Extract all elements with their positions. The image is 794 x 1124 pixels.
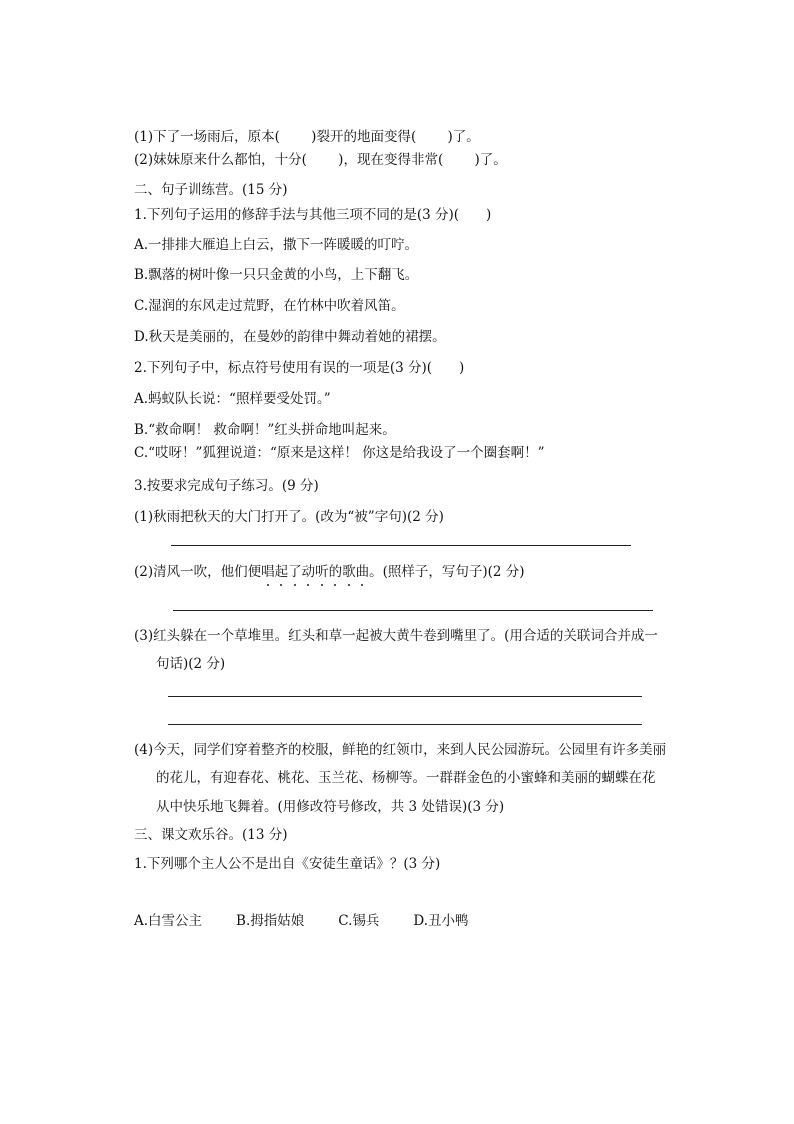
part-2-prefix: (2)清风一吹，他们便 <box>134 564 262 580</box>
dotted-char: 唱 <box>261 564 275 580</box>
dotted-char: 听 <box>315 564 329 580</box>
dotted-char: 的 <box>328 564 343 580</box>
question-3-part-4-line-3: 从中快乐地飞舞着。(用修改符号修改，共 3 处错误)(3 分) <box>156 799 505 815</box>
part-2-suffix: 。(照样子，写句子)(2 分) <box>369 564 525 580</box>
fill-blank-1: (1)下了一场雨后，原本( )裂开的地面变得( )了。 <box>134 129 480 145</box>
question-3-part-4-line-2: 的花儿，有迎春花、桃花、玉兰花、杨柳等。一群群金色的小蜜蜂和美丽的蝴蝶在花 <box>156 770 656 786</box>
answer-line-3b[interactable] <box>168 724 642 725</box>
question-3-part-2 <box>134 563 525 581</box>
section-3-question-1-stem: 1.下列哪个主人公不是出自《安徒生童话》？(3 分) <box>134 856 441 872</box>
section-3-question-1-options <box>134 912 503 930</box>
option-c[interactable]: C.锡兵 <box>338 913 380 929</box>
question-3-part-3-line-2: 句话)(2 分) <box>156 656 226 672</box>
dotted-char: 起 <box>274 564 289 580</box>
dotted-char: 歌 <box>342 564 356 580</box>
option-b[interactable]: B.拇指姑娘 <box>236 913 305 929</box>
question-1-option-c: C.湿润的东风走过荒野，在竹林中吹着风笛。 <box>134 298 405 314</box>
fill-blank-2: (2)妹妹原来什么都怕，十分( )，现在变得非常( )了。 <box>134 152 507 168</box>
dotted-char: 曲 <box>355 564 370 580</box>
dotted-char: 动 <box>301 564 316 580</box>
question-2-option-b: B.“救命啊！ 救命啊！”红头拼命地叫起来。 <box>134 422 396 438</box>
question-1-option-b: B.飘落的树叶像一只只金黄的小鸟，上下翻飞。 <box>134 267 419 283</box>
question-3-part-4-line-1: (4)今天，同学们穿着整齐的校服，鲜艳的红领巾，来到人民公园游玩。公园里有许多美丽 <box>134 742 667 758</box>
answer-line-1[interactable] <box>171 545 631 546</box>
section-title-sentences: 二、句子训练营。(15 分) <box>134 182 288 198</box>
question-2-option-c: C.“哎呀！”狐狸说道：“原来是这样！ 你这是给我设了一个圈套啊！” <box>134 445 545 461</box>
option-d[interactable]: D.丑小鸭 <box>413 913 469 929</box>
question-2-stem: 2.下列句子中，标点符号使用有误的一项是(3 分)( ) <box>134 360 465 376</box>
question-2-option-a: A.蚂蚁队长说：“照样要受处罚。” <box>134 391 331 407</box>
dotted-char: 了 <box>288 564 302 580</box>
question-3-part-1: (1)秋雨把秋天的大门打开了。(改为“被”字句)(2 分) <box>134 509 444 525</box>
question-1-stem: 1.下列句子运用的修辞手法与其他三项不同的是(3 分)( ) <box>134 207 492 223</box>
emphasized-phrase <box>261 564 369 580</box>
answer-line-3a[interactable] <box>168 696 642 697</box>
section-title-texts: 三、课文欢乐谷。(13 分) <box>134 827 288 843</box>
question-1-option-a: A.一排排大雁追上白云，撒下一阵暖暖的叮咛。 <box>134 237 419 253</box>
question-1-option-d: D.秋天是美丽的，在曼妙的韵律中舞动着她的裙摆。 <box>134 329 446 345</box>
option-a[interactable]: A.白雪公主 <box>134 913 203 929</box>
question-3-part-3-line-1: (3)红头躲在一个草堆里。红头和草一起被大黄牛卷到嘴里了。(用合适的关联词合并成一 <box>134 628 658 644</box>
answer-line-2[interactable] <box>173 610 653 611</box>
question-3-stem: 3.按要求完成句子练习。(9 分) <box>134 478 319 494</box>
